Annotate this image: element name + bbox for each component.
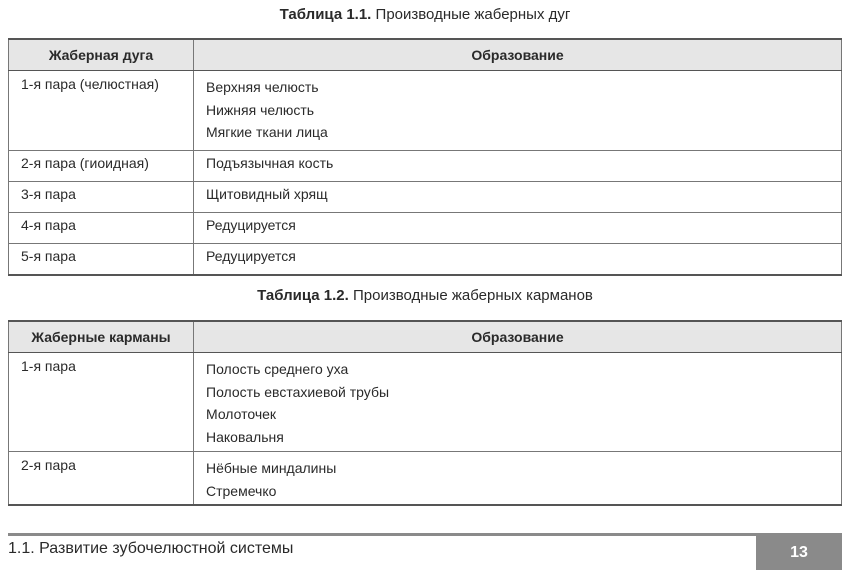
column-header: Образование xyxy=(194,321,842,353)
table-1-caption-label: Таблица 1.1. xyxy=(279,6,372,23)
gill-pouches-table xyxy=(8,320,842,506)
row-item: Редуцируется xyxy=(194,244,842,276)
row-item: Стремечко xyxy=(206,482,277,499)
row-item: Молоточек xyxy=(206,406,277,422)
row-name: 5-я пара xyxy=(9,244,194,276)
table-header-row xyxy=(9,321,842,353)
column-header: Жаберные карманы xyxy=(9,321,194,353)
page-number: 13 xyxy=(756,536,842,570)
row-name: 2-я пара (гиоидная) xyxy=(9,151,194,182)
table-row xyxy=(9,244,842,276)
table-2-caption xyxy=(0,287,850,304)
table-row xyxy=(9,353,842,452)
gill-arches-table xyxy=(8,38,842,276)
table-2-caption-label: Таблица 1.2. xyxy=(257,287,349,304)
row-name: 2-я пара xyxy=(9,452,194,506)
footer-section-title: 1.1. Развитие зубочелюстной системы xyxy=(8,540,294,557)
column-header: Жаберная дуга xyxy=(9,39,194,71)
row-item: Щитовидный хрящ xyxy=(194,182,842,213)
row-item: Верхняя челюсть xyxy=(206,79,319,95)
footer-divider xyxy=(8,533,842,536)
table-1-caption-text: Производные жаберных дуг xyxy=(375,6,571,23)
table-row xyxy=(9,71,842,151)
row-items xyxy=(194,71,842,151)
row-name: 4-я пара xyxy=(9,213,194,244)
row-name: 1-я пара xyxy=(9,353,194,452)
row-item: Полость евстахиевой трубы xyxy=(206,383,390,400)
table-row xyxy=(9,151,842,182)
row-items xyxy=(194,452,842,506)
row-item: Мягкие ткани лица xyxy=(206,124,328,140)
table-1-caption xyxy=(0,6,850,23)
table-2-caption-text: Производные жаберных карманов xyxy=(352,287,593,304)
row-item: Наковальня xyxy=(206,428,284,445)
row-item: Нёбные миндалины xyxy=(206,460,337,476)
row-name: 3-я пара xyxy=(9,182,194,213)
column-header: Образование xyxy=(194,39,842,71)
row-items xyxy=(194,353,842,452)
table-header-row xyxy=(9,39,842,71)
table-row xyxy=(9,182,842,213)
row-item: Редуцируется xyxy=(194,213,842,244)
row-item: Нижняя челюсть xyxy=(206,101,315,118)
row-item: Подъязычная кость xyxy=(194,151,842,182)
table-row xyxy=(9,452,842,506)
row-item: Полость среднего уха xyxy=(206,361,349,377)
row-name: 1-я пара (челюстная) xyxy=(9,71,194,151)
table-row xyxy=(9,213,842,244)
